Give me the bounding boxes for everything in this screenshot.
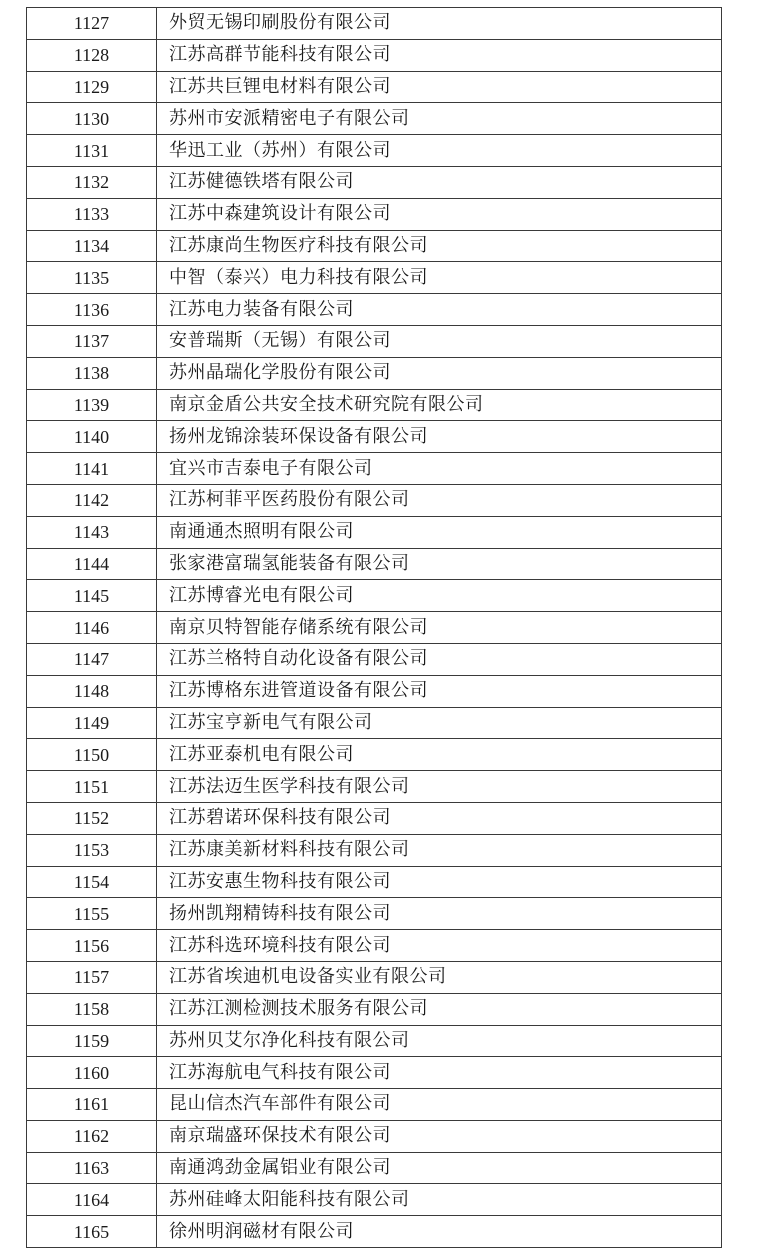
- company-name-cell: 苏州硅峰太阳能科技有限公司: [157, 1184, 722, 1216]
- table-row: [27, 961, 722, 993]
- table-row: [27, 802, 722, 834]
- row-number-cell: 1161: [27, 1089, 157, 1121]
- company-name-cell: 江苏中森建筑设计有限公司: [157, 198, 722, 230]
- row-number-cell: 1134: [27, 230, 157, 262]
- table-row: [27, 1184, 722, 1216]
- row-number-cell: 1148: [27, 675, 157, 707]
- company-name-cell: 扬州凯翔精铸科技有限公司: [157, 898, 722, 930]
- row-number-cell: 1128: [27, 39, 157, 71]
- table-body: [27, 8, 722, 1248]
- row-number-cell: 1151: [27, 771, 157, 803]
- table-row: [27, 739, 722, 771]
- table-row: [27, 1120, 722, 1152]
- row-number-cell: 1143: [27, 516, 157, 548]
- row-number-cell: 1130: [27, 103, 157, 135]
- table-row: [27, 484, 722, 516]
- table-row: [27, 866, 722, 898]
- table-row: [27, 930, 722, 962]
- company-name-cell: 南通鸿劲金属铝业有限公司: [157, 1152, 722, 1184]
- row-number-cell: 1139: [27, 389, 157, 421]
- row-number-cell: 1159: [27, 1025, 157, 1057]
- table-row: [27, 230, 722, 262]
- company-name-cell: 江苏碧诺环保科技有限公司: [157, 802, 722, 834]
- table-row: [27, 421, 722, 453]
- table-row: [27, 612, 722, 644]
- table-row: [27, 1152, 722, 1184]
- table-row: [27, 294, 722, 326]
- row-number-cell: 1144: [27, 548, 157, 580]
- company-name-cell: 华迅工业（苏州）有限公司: [157, 135, 722, 167]
- table-row: [27, 1216, 722, 1248]
- table-row: [27, 580, 722, 612]
- company-name-cell: 江苏科选环境科技有限公司: [157, 930, 722, 962]
- row-number-cell: 1158: [27, 993, 157, 1025]
- company-name-cell: 南通通杰照明有限公司: [157, 516, 722, 548]
- table-row: [27, 643, 722, 675]
- company-name-cell: 江苏康尚生物医疗科技有限公司: [157, 230, 722, 262]
- company-name-cell: 中智（泰兴）电力科技有限公司: [157, 262, 722, 294]
- company-name-cell: 江苏兰格特自动化设备有限公司: [157, 643, 722, 675]
- row-number-cell: 1156: [27, 930, 157, 962]
- company-name-cell: 徐州明润磁材有限公司: [157, 1216, 722, 1248]
- table-row: [27, 834, 722, 866]
- table-row: [27, 453, 722, 485]
- row-number-cell: 1147: [27, 643, 157, 675]
- row-number-cell: 1162: [27, 1120, 157, 1152]
- company-name-cell: 宜兴市吉泰电子有限公司: [157, 453, 722, 485]
- company-name-cell: 江苏安惠生物科技有限公司: [157, 866, 722, 898]
- company-name-cell: 江苏博睿光电有限公司: [157, 580, 722, 612]
- table-row: [27, 262, 722, 294]
- table-row: [27, 548, 722, 580]
- company-name-cell: 江苏高群节能科技有限公司: [157, 39, 722, 71]
- row-number-cell: 1142: [27, 484, 157, 516]
- company-name-cell: 江苏电力装备有限公司: [157, 294, 722, 326]
- company-name-cell: 外贸无锡印刷股份有限公司: [157, 8, 722, 40]
- company-name-cell: 江苏健德铁塔有限公司: [157, 166, 722, 198]
- row-number-cell: 1138: [27, 357, 157, 389]
- company-name-cell: 苏州晶瑞化学股份有限公司: [157, 357, 722, 389]
- company-name-cell: 江苏宝亨新电气有限公司: [157, 707, 722, 739]
- table-row: [27, 135, 722, 167]
- company-name-cell: 江苏亚泰机电有限公司: [157, 739, 722, 771]
- row-number-cell: 1132: [27, 166, 157, 198]
- table-row: [27, 675, 722, 707]
- table-row: [27, 357, 722, 389]
- table-row: [27, 1025, 722, 1057]
- company-name-cell: 江苏海航电气科技有限公司: [157, 1057, 722, 1089]
- row-number-cell: 1149: [27, 707, 157, 739]
- row-number-cell: 1141: [27, 453, 157, 485]
- company-name-cell: 江苏康美新材料科技有限公司: [157, 834, 722, 866]
- row-number-cell: 1127: [27, 8, 157, 40]
- row-number-cell: 1152: [27, 802, 157, 834]
- company-name-cell: 南京金盾公共安全技术研究院有限公司: [157, 389, 722, 421]
- row-number-cell: 1131: [27, 135, 157, 167]
- row-number-cell: 1163: [27, 1152, 157, 1184]
- row-number-cell: 1153: [27, 834, 157, 866]
- row-number-cell: 1154: [27, 866, 157, 898]
- company-name-cell: 苏州市安派精密电子有限公司: [157, 103, 722, 135]
- table-row: [27, 39, 722, 71]
- company-name-cell: 江苏法迈生医学科技有限公司: [157, 771, 722, 803]
- company-name-cell: 江苏省埃迪机电设备实业有限公司: [157, 961, 722, 993]
- row-number-cell: 1129: [27, 71, 157, 103]
- row-number-cell: 1150: [27, 739, 157, 771]
- table-row: [27, 198, 722, 230]
- row-number-cell: 1160: [27, 1057, 157, 1089]
- table-row: [27, 1057, 722, 1089]
- table-row: [27, 771, 722, 803]
- company-name-cell: 南京贝特智能存储系统有限公司: [157, 612, 722, 644]
- table-row: [27, 898, 722, 930]
- table-row: [27, 8, 722, 40]
- row-number-cell: 1133: [27, 198, 157, 230]
- row-number-cell: 1137: [27, 325, 157, 357]
- row-number-cell: 1135: [27, 262, 157, 294]
- row-number-cell: 1136: [27, 294, 157, 326]
- row-number-cell: 1140: [27, 421, 157, 453]
- company-name-cell: 昆山信杰汽车部件有限公司: [157, 1089, 722, 1121]
- table-row: [27, 516, 722, 548]
- company-name-cell: 张家港富瑞氢能装备有限公司: [157, 548, 722, 580]
- company-list-table: [26, 7, 722, 1248]
- row-number-cell: 1146: [27, 612, 157, 644]
- table-row: [27, 103, 722, 135]
- table-row: [27, 1089, 722, 1121]
- row-number-cell: 1145: [27, 580, 157, 612]
- table-row: [27, 389, 722, 421]
- table-row: [27, 71, 722, 103]
- table-row: [27, 707, 722, 739]
- company-name-cell: 江苏柯菲平医药股份有限公司: [157, 484, 722, 516]
- company-name-cell: 江苏共巨锂电材料有限公司: [157, 71, 722, 103]
- row-number-cell: 1157: [27, 961, 157, 993]
- row-number-cell: 1165: [27, 1216, 157, 1248]
- company-name-cell: 扬州龙锦涂装环保设备有限公司: [157, 421, 722, 453]
- company-name-cell: 江苏博格东进管道设备有限公司: [157, 675, 722, 707]
- company-name-cell: 苏州贝艾尔净化科技有限公司: [157, 1025, 722, 1057]
- row-number-cell: 1155: [27, 898, 157, 930]
- company-name-cell: 安普瑞斯（无锡）有限公司: [157, 325, 722, 357]
- company-name-cell: 南京瑞盛环保技术有限公司: [157, 1120, 722, 1152]
- table-row: [27, 325, 722, 357]
- table-row: [27, 993, 722, 1025]
- table-row: [27, 166, 722, 198]
- company-name-cell: 江苏江测检测技术服务有限公司: [157, 993, 722, 1025]
- row-number-cell: 1164: [27, 1184, 157, 1216]
